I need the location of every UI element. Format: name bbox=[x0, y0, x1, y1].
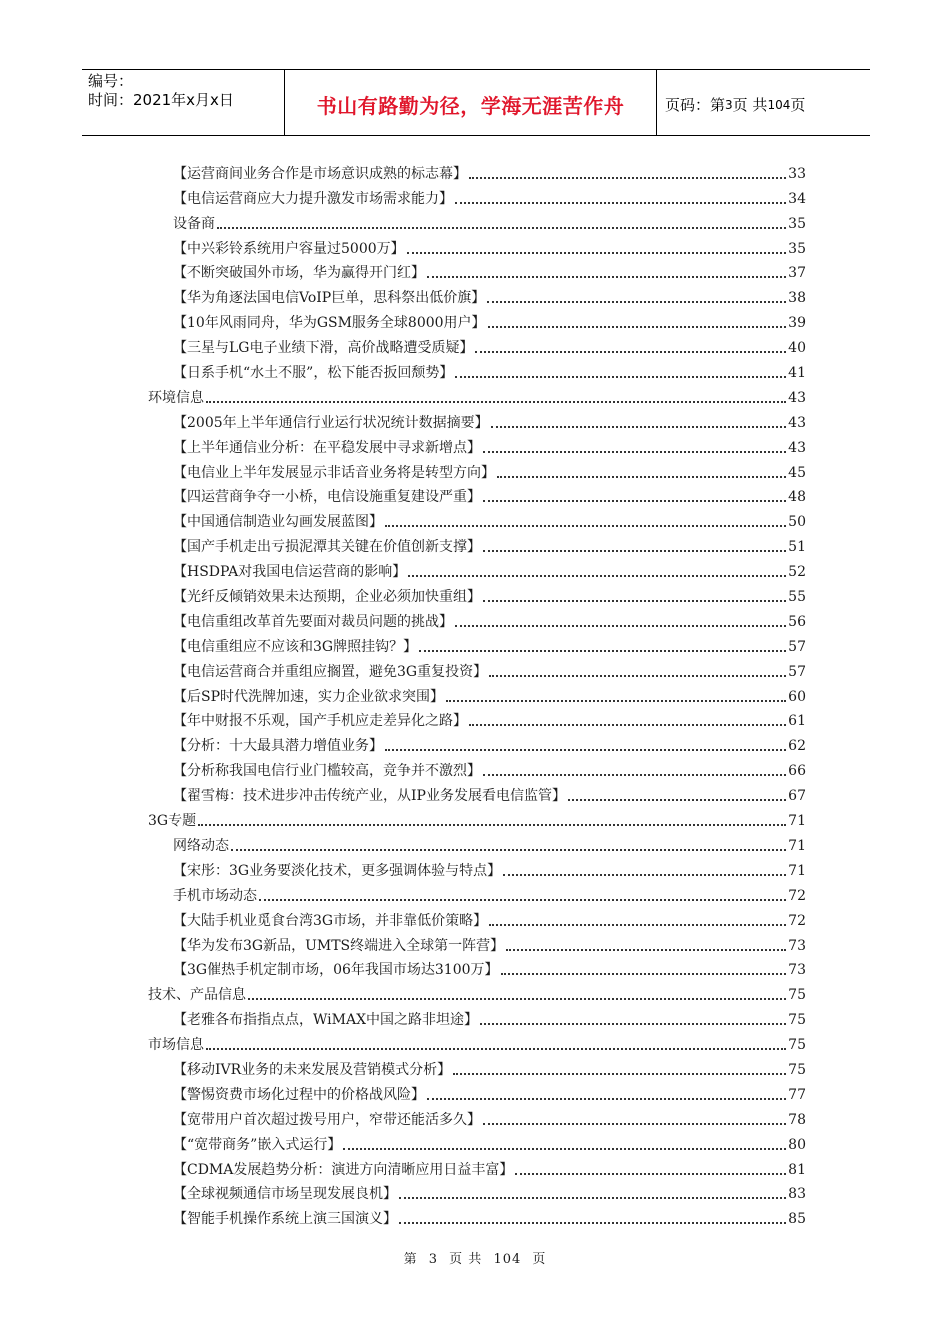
footer-current: 3 bbox=[428, 1252, 439, 1267]
toc-leader-dots bbox=[483, 1122, 786, 1125]
toc-entry[interactable] bbox=[148, 382, 806, 407]
toc-leader-dots bbox=[206, 1047, 786, 1050]
toc-entry-title: 【华为发布3G新品，UMTS终端进入全球第一阵营】 bbox=[173, 937, 505, 954]
toc-entry[interactable] bbox=[148, 183, 806, 208]
toc-entry[interactable] bbox=[148, 258, 806, 283]
toc-entry-page: 85 bbox=[788, 1211, 806, 1228]
toc-entry[interactable] bbox=[148, 631, 806, 656]
toc-entry-title: 【电信业上半年发展显示非话音业务将是转型方向】 bbox=[173, 464, 495, 481]
toc-leader-dots bbox=[483, 773, 786, 776]
toc-entry-title: 【智能手机操作系统上演三国演义】 bbox=[173, 1211, 397, 1228]
toc-entry-title: 【电信重组应不应该和3G牌照挂钩？】 bbox=[173, 638, 418, 655]
toc-entry[interactable] bbox=[148, 158, 806, 183]
toc-leader-dots bbox=[515, 1172, 786, 1175]
toc-entry-page: 81 bbox=[788, 1161, 806, 1178]
toc-entry[interactable] bbox=[148, 1004, 806, 1029]
toc-entry-title: 【日系手机“水土不服”，松下能否扳回颓势】 bbox=[173, 365, 454, 382]
toc-entry-page: 62 bbox=[788, 738, 806, 755]
toc-entry[interactable] bbox=[148, 1054, 806, 1079]
footer-suffix: 页 bbox=[532, 1252, 547, 1267]
toc-entry-title: 技术、产品信息 bbox=[148, 987, 246, 1004]
toc-entry-title: 【宽带用户首次超过拨号用户，窄带还能活多久】 bbox=[173, 1111, 481, 1128]
toc-entry[interactable] bbox=[148, 880, 806, 905]
toc-entry[interactable] bbox=[148, 830, 806, 855]
toc-leader-dots bbox=[419, 649, 786, 652]
toc-entry-title: 【四运营商争夺一小桥，电信设施重复建设严重】 bbox=[173, 489, 481, 506]
toc-entry-page: 43 bbox=[788, 389, 806, 406]
toc-entry-page: 80 bbox=[788, 1136, 806, 1153]
page-current: 3 bbox=[725, 97, 733, 112]
toc-leader-dots bbox=[483, 450, 786, 453]
toc-entry[interactable] bbox=[148, 357, 806, 382]
toc-leader-dots bbox=[385, 748, 786, 751]
toc-leader-dots bbox=[455, 201, 786, 204]
document-time-label: 时间：2021年x月x日 bbox=[88, 91, 234, 109]
toc-entry[interactable] bbox=[148, 780, 806, 805]
toc-entry[interactable] bbox=[148, 1154, 806, 1179]
toc-entry[interactable] bbox=[148, 581, 806, 606]
toc-entry[interactable] bbox=[148, 556, 806, 581]
toc-entry-title: 【国产手机走出亏损泥潭其关键在价值创新支撑】 bbox=[173, 539, 481, 556]
toc-entry-page: 75 bbox=[788, 987, 806, 1004]
toc-entry-title: 【“宽带商务”嵌入式运行】 bbox=[173, 1136, 342, 1153]
toc-leader-dots bbox=[475, 350, 786, 353]
toc-entry-title: 【中兴彩铃系统用户容量过5000万】 bbox=[173, 240, 405, 257]
toc-entry-title: 【后SP时代洗牌加速，实力企业欲求突围】 bbox=[173, 688, 445, 705]
toc-leader-dots bbox=[469, 723, 786, 726]
toc-entry[interactable] bbox=[148, 855, 806, 880]
toc-entry-title: 【运营商间业务合作是市场意识成熟的标志幕】 bbox=[173, 165, 467, 182]
toc-leader-dots bbox=[455, 624, 786, 627]
toc-entry-page: 77 bbox=[788, 1086, 806, 1103]
toc-entry[interactable] bbox=[148, 706, 806, 731]
toc-leader-dots bbox=[399, 1196, 786, 1199]
toc-leader-dots bbox=[501, 972, 787, 975]
toc-entry-page: 35 bbox=[788, 215, 806, 232]
header-page-info bbox=[657, 70, 870, 135]
toc-entry[interactable] bbox=[148, 606, 806, 631]
page-footer bbox=[0, 1248, 950, 1267]
toc-entry-title: 环境信息 bbox=[148, 389, 204, 406]
toc-entry-title: 【电信重组改革首先要面对裁员问题的挑战】 bbox=[173, 613, 453, 630]
toc-entry-title: 【中国通信制造业勾画发展蓝图】 bbox=[173, 514, 383, 531]
toc-leader-dots bbox=[231, 848, 786, 851]
toc-entry[interactable] bbox=[148, 332, 806, 357]
toc-leader-dots bbox=[489, 674, 786, 677]
toc-entry-page: 38 bbox=[788, 290, 806, 307]
toc-entry-title: 【移动IVR业务的未来发展及营销模式分析】 bbox=[173, 1061, 452, 1078]
toc-entry-page: 61 bbox=[788, 713, 806, 730]
toc-entry-title: 【警惕资费市场化过程中的价格战风险】 bbox=[173, 1086, 425, 1103]
toc-entry-title: 【分析称我国电信行业门槛较高，竞争并不激烈】 bbox=[173, 763, 481, 780]
toc-entry[interactable] bbox=[148, 905, 806, 930]
toc-entry-page: 40 bbox=[788, 340, 806, 357]
toc-leader-dots bbox=[483, 549, 786, 552]
toc-leader-dots bbox=[483, 499, 786, 502]
toc-leader-dots bbox=[568, 798, 786, 801]
toc-entry-page: 39 bbox=[788, 315, 806, 332]
toc-leader-dots bbox=[446, 699, 786, 702]
toc-leader-dots bbox=[399, 1221, 786, 1224]
toc-leader-dots bbox=[198, 823, 786, 826]
toc-entry[interactable] bbox=[148, 208, 806, 233]
toc-entry[interactable] bbox=[148, 457, 806, 482]
toc-entry-page: 66 bbox=[788, 763, 806, 780]
toc-leader-dots bbox=[469, 176, 786, 179]
toc-entry-title: 【电信运营商合并重组应搁置，避免3G重复投资】 bbox=[173, 663, 488, 680]
toc-entry-title: 【10年风雨同舟，华为GSM服务全球8000用户】 bbox=[173, 315, 486, 332]
toc-leader-dots bbox=[506, 948, 786, 951]
header-meta bbox=[82, 70, 284, 135]
header-motto: 书山有路勤为径，学海无涯苦作舟 bbox=[284, 70, 657, 135]
toc-entry-title: 【宋彤：3G业务要淡化技术，更多强调体验与特点】 bbox=[173, 862, 502, 879]
toc-entry-page: 73 bbox=[788, 937, 806, 954]
toc-entry-page: 50 bbox=[788, 514, 806, 531]
toc-entry[interactable] bbox=[148, 1203, 806, 1228]
document-number-label: 编号： bbox=[88, 72, 134, 90]
toc-entry-page: 71 bbox=[788, 813, 806, 830]
toc-entry[interactable] bbox=[148, 282, 806, 307]
toc-entry-page: 78 bbox=[788, 1111, 806, 1128]
toc-entry-title: 【HSDPA对我国电信运营商的影响】 bbox=[173, 564, 407, 581]
toc-entry-title: 【翟雪梅：技术进步冲击传统产业，从IP业务发展看电信监管】 bbox=[173, 788, 566, 805]
toc-entry[interactable] bbox=[148, 307, 806, 332]
toc-entry-page: 48 bbox=[788, 489, 806, 506]
toc-leader-dots bbox=[427, 1097, 786, 1100]
toc-leader-dots bbox=[491, 425, 787, 428]
toc-entry-page: 41 bbox=[788, 365, 806, 382]
toc-entry-title: 【三星与LG电子业绩下滑，高价战略遭受质疑】 bbox=[173, 340, 474, 357]
toc-entry-page: 34 bbox=[788, 190, 806, 207]
toc-entry[interactable] bbox=[148, 955, 806, 980]
toc-leader-dots bbox=[497, 475, 786, 478]
toc-entry-page: 57 bbox=[788, 638, 806, 655]
toc-leader-dots bbox=[503, 873, 786, 876]
toc-entry-title: 【不断突破国外市场，华为赢得开门红】 bbox=[173, 265, 425, 282]
toc-entry-title: 3G专题 bbox=[148, 813, 197, 830]
toc-leader-dots bbox=[343, 1147, 786, 1150]
toc-entry-title: 【老雅各布指指点点，WiMAX中国之路非坦途】 bbox=[173, 1012, 479, 1029]
toc-entry-title: 【全球视频通信市场呈现发展良机】 bbox=[173, 1186, 397, 1203]
toc-entry[interactable] bbox=[148, 506, 806, 531]
page-mid: 页 共 bbox=[732, 96, 768, 114]
toc-entry-title: 【年中财报不乐观，国产手机应走差异化之路】 bbox=[173, 713, 467, 730]
toc-entry-page: 37 bbox=[788, 265, 806, 282]
toc-entry[interactable] bbox=[148, 755, 806, 780]
toc-entry-title: 设备商 bbox=[173, 215, 215, 232]
toc-entry-title: 【光纤反倾销效果未达预期，企业必须加快重组】 bbox=[173, 589, 481, 606]
toc-entry[interactable] bbox=[148, 407, 806, 432]
footer-prefix: 第 bbox=[403, 1252, 418, 1267]
toc-entry-title: 网络动态 bbox=[173, 837, 229, 854]
toc-entry[interactable] bbox=[148, 930, 806, 955]
toc-leader-dots bbox=[480, 1022, 786, 1025]
toc-entry-title: 【CDMA发展趋势分析：演进方向清晰应用日益丰富】 bbox=[173, 1161, 514, 1178]
toc-entry-page: 71 bbox=[788, 862, 806, 879]
page-total: 104 bbox=[767, 97, 791, 112]
toc-entry-page: 43 bbox=[788, 439, 806, 456]
toc-entry-title: 【2005年上半年通信行业运行状况统计数据摘要】 bbox=[173, 414, 489, 431]
page-suffix: 页 bbox=[790, 96, 806, 114]
toc-entry[interactable] bbox=[148, 1129, 806, 1154]
toc-entry-page: 83 bbox=[788, 1186, 806, 1203]
toc-entry[interactable] bbox=[148, 1079, 806, 1104]
toc-entry[interactable] bbox=[148, 730, 806, 755]
toc-leader-dots bbox=[455, 375, 786, 378]
toc-entry-page: 60 bbox=[788, 688, 806, 705]
toc-entry-title: 市场信息 bbox=[148, 1037, 204, 1054]
toc-entry-page: 75 bbox=[788, 1061, 806, 1078]
toc-entry-title: 【大陆手机业觅食台湾3G市场，并非靠低价策略】 bbox=[173, 912, 488, 929]
toc-entry-page: 73 bbox=[788, 962, 806, 979]
toc-entry[interactable] bbox=[148, 979, 806, 1004]
toc-entry-title: 【分析：十大最具潜力增值业务】 bbox=[173, 738, 383, 755]
toc-entry-page: 67 bbox=[788, 788, 806, 805]
footer-mid: 页 共 bbox=[449, 1252, 483, 1267]
toc-leader-dots bbox=[427, 275, 786, 278]
footer-total: 104 bbox=[493, 1252, 522, 1267]
toc-entry[interactable] bbox=[148, 681, 806, 706]
toc-entry-title: 【上半年通信业分析：在平稳发展中寻求新增点】 bbox=[173, 439, 481, 456]
toc-leader-dots bbox=[488, 325, 787, 328]
toc-entry-page: 52 bbox=[788, 564, 806, 581]
toc-leader-dots bbox=[217, 226, 786, 229]
toc-entry[interactable] bbox=[148, 656, 806, 681]
toc-entry-title: 【3G催热手机定制市场，06年我国市场达3100万】 bbox=[173, 962, 499, 979]
toc-entry-page: 33 bbox=[788, 165, 806, 182]
toc-leader-dots bbox=[453, 1072, 786, 1075]
toc-entry[interactable] bbox=[148, 432, 806, 457]
toc-entry-page: 43 bbox=[788, 414, 806, 431]
toc-entry-title: 手机市场动态 bbox=[173, 887, 257, 904]
toc-entry[interactable] bbox=[148, 233, 806, 258]
toc-entry-page: 71 bbox=[788, 837, 806, 854]
toc-entry-page: 35 bbox=[788, 240, 806, 257]
page-header bbox=[82, 69, 870, 136]
toc-leader-dots bbox=[487, 300, 786, 303]
toc-leader-dots bbox=[408, 574, 786, 577]
toc-entry-title: 【电信运营商应大力提升激发市场需求能力】 bbox=[173, 190, 453, 207]
toc-entry[interactable] bbox=[148, 1179, 806, 1204]
toc-entry-page: 45 bbox=[788, 464, 806, 481]
table-of-contents bbox=[148, 158, 806, 1228]
toc-leader-dots bbox=[489, 923, 786, 926]
toc-entry[interactable] bbox=[148, 482, 806, 507]
toc-entry-page: 55 bbox=[788, 589, 806, 606]
toc-entry-page: 57 bbox=[788, 663, 806, 680]
toc-entry-page: 75 bbox=[788, 1012, 806, 1029]
toc-entry-page: 72 bbox=[788, 887, 806, 904]
toc-entry-page: 75 bbox=[788, 1037, 806, 1054]
page-prefix: 页码：第 bbox=[665, 96, 726, 114]
toc-entry-page: 56 bbox=[788, 613, 806, 630]
toc-leader-dots bbox=[259, 898, 786, 901]
toc-leader-dots bbox=[385, 524, 786, 527]
toc-entry-title: 【华为角逐法国电信VoIP巨单，思科祭出低价旗】 bbox=[173, 290, 486, 307]
toc-leader-dots bbox=[407, 251, 787, 254]
toc-entry[interactable] bbox=[148, 1104, 806, 1129]
toc-entry-page: 72 bbox=[788, 912, 806, 929]
toc-entry[interactable] bbox=[148, 531, 806, 556]
toc-entry[interactable] bbox=[148, 1029, 806, 1054]
toc-leader-dots bbox=[483, 599, 786, 602]
toc-entry-page: 51 bbox=[788, 539, 806, 556]
toc-leader-dots bbox=[248, 997, 786, 1000]
toc-leader-dots bbox=[206, 400, 786, 403]
toc-entry[interactable] bbox=[148, 805, 806, 830]
